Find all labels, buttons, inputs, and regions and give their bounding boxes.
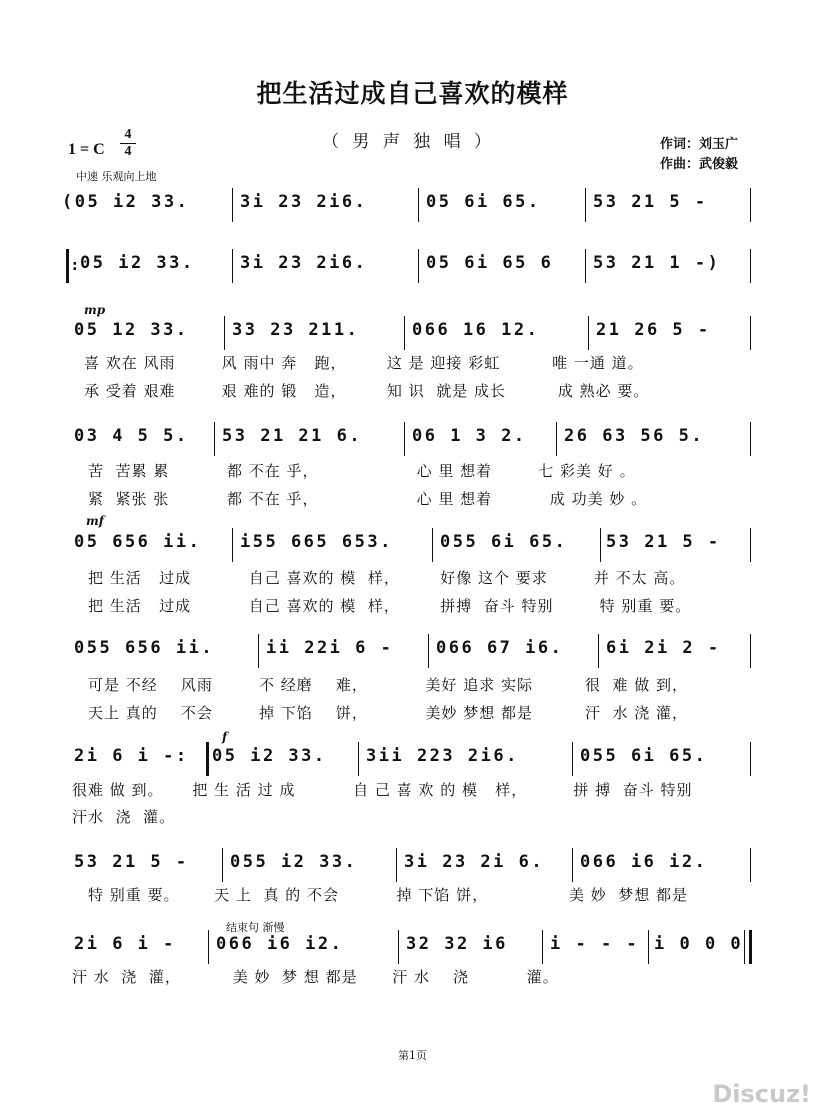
barline: [585, 188, 586, 222]
lyric-line-verse-1: 汗 水 浇 灌， 美 妙 梦 想 都是 汗 水 浇 灌。: [72, 968, 559, 986]
measure-2: i55 665 653.: [240, 532, 393, 552]
barline: [750, 528, 751, 562]
barline: [572, 742, 573, 776]
score-system-1: [0, 188, 825, 222]
measure-3: 3i 23 2i 6.: [404, 852, 545, 872]
measure-2: 3i 23 2i6.: [240, 253, 368, 273]
barline: [598, 634, 599, 668]
measure-4: 26 63 56 5.: [564, 426, 705, 446]
barline: [222, 848, 223, 882]
measure-1: 03 4 5 5.: [74, 426, 189, 446]
measure-1: 53 21 5 -: [74, 852, 189, 872]
barline: [750, 848, 751, 882]
measure-3: 055 6i 65.: [440, 532, 568, 552]
final-barline-thin: [744, 930, 745, 964]
measure-3: 066 16 12.: [412, 320, 540, 340]
measure-3: 05 6i 65 6: [426, 253, 554, 273]
barline: [232, 188, 233, 222]
score-system-8: [0, 848, 825, 882]
barline: [648, 930, 649, 964]
lyric-line-verse-1: 特 别重 要。 天 上 真 的 不会 掉 下馅 饼， 美 妙 梦想 都是: [88, 886, 689, 904]
lyric-line-verse-1: 很难 做 到。 把 生 活 过 成 自 己 喜 欢 的 模 样， 拼 搏 奋斗 特别: [72, 781, 693, 799]
barline: [428, 634, 429, 668]
barline: [224, 316, 225, 350]
measure-4: 53 21 5 -: [606, 532, 721, 552]
time-signature-top: 4: [124, 127, 132, 142]
barline: [750, 742, 751, 776]
dynamic-mp: mp: [84, 303, 106, 317]
barline: [258, 634, 259, 668]
repeat-dots: :: [72, 258, 78, 274]
barline: [750, 316, 751, 350]
measure-3: 05 6i 65.: [426, 192, 541, 212]
key-signature: 1 = C: [68, 141, 105, 158]
score-system-4: [0, 422, 825, 456]
lyric-line-verse-2: 紧 紧张 张 都 不在 乎， 心 里 想着 成 功美 妙 。: [88, 490, 648, 508]
barline: [404, 316, 405, 350]
barline: [556, 422, 557, 456]
score-system-2: [0, 249, 825, 283]
barline: [572, 848, 573, 882]
lyricist-credit: 作词：刘玉广: [660, 137, 739, 152]
measure-2: 066 i6 i2.: [216, 934, 344, 954]
time-signature: [120, 128, 136, 159]
barline: [600, 528, 601, 562]
measure-5: i 0 0 0: [654, 934, 744, 954]
barline: [396, 848, 397, 882]
song-title: 把生活过成自己喜欢的模样: [256, 79, 569, 108]
measure-3: 066 67 i6.: [436, 638, 564, 658]
lyric-line-verse-2: 承 受着 艰难 艰 难的 锻 造， 知 识 就是 成长 成 熟必 要。: [84, 382, 650, 400]
measure-4: 055 6i 65.: [580, 746, 708, 766]
barline: [750, 422, 751, 456]
measure-3: 06 1 3 2.: [412, 426, 527, 446]
measure-2: 33 23 211.: [232, 320, 360, 340]
measure-4: 066 i6 i2.: [580, 852, 708, 872]
dynamic-f: f: [222, 730, 228, 744]
measure-1: 05 656 ii.: [74, 532, 202, 552]
barline: [232, 249, 233, 283]
measure-3: 32 32 i6: [406, 934, 508, 954]
barline: [208, 930, 209, 964]
tempo-marking: 中速 乐观向上地: [76, 170, 157, 183]
measure-1: 055 656 ii.: [74, 638, 215, 658]
measure-2: 05 i2 33.: [212, 746, 327, 766]
measure-1: 05 12 33.: [74, 320, 189, 340]
measure-4: 53 21 1 -): [593, 253, 721, 273]
barline: [432, 528, 433, 562]
barline: [358, 742, 359, 776]
score-system-6: [0, 634, 825, 668]
measure-1: 2i 6 i -:: [74, 746, 189, 766]
lyric-line-verse-2: 把 生活 过成 自己 喜欢的 模 样， 拼搏 奋斗 特别 特 别重 要。: [88, 597, 692, 615]
repeat-end-barline: [206, 742, 209, 776]
measure-2: 3i 23 2i6.: [240, 192, 368, 212]
watermark-logo: Discuz!: [712, 1080, 811, 1108]
barline: [214, 422, 215, 456]
barline: [588, 316, 589, 350]
score-system-5: [0, 528, 825, 562]
measure-4: i - - -: [550, 934, 640, 954]
barline: [418, 188, 419, 222]
measure-2: ii 22i 6 -: [266, 638, 394, 658]
barline: [750, 188, 751, 222]
time-signature-bottom: 4: [124, 144, 132, 159]
score-system-3: [0, 316, 825, 350]
lyric-line-verse-1: 喜 欢在 风雨 风 雨中 奔 跑， 这 是 迎接 彩虹 唯 一通 道。: [84, 354, 644, 372]
barline: [418, 249, 419, 283]
measure-1: (05 i2 33.: [62, 192, 190, 212]
measure-1: 2i 6 i -: [74, 934, 176, 954]
barline: [398, 930, 399, 964]
final-barline-thick: [749, 930, 752, 964]
ending-marking: 结束句 渐慢: [226, 921, 285, 934]
song-subtitle: （ 男 声 独 唱 ）: [322, 132, 496, 152]
lyric-line-verse-2: 汗水 浇 灌。: [72, 808, 176, 826]
repeat-start-barline: [66, 249, 69, 283]
barline: [542, 930, 543, 964]
composer-credit: 作曲：武俊毅: [660, 157, 739, 172]
barline: [404, 422, 405, 456]
barline: [585, 249, 586, 283]
measure-4: 21 26 5 -: [596, 320, 711, 340]
score-system-9: [0, 930, 825, 964]
page-number: 第1页: [398, 1049, 427, 1062]
measure-2: 53 21 21 6.: [222, 426, 363, 446]
measure-2: 055 i2 33.: [230, 852, 358, 872]
lyric-line-verse-1: 苦 苦累 累 都 不在 乎， 心 里 想着 七 彩美 好 。: [88, 462, 636, 480]
barline: [750, 249, 751, 283]
dynamic-mf: mf: [86, 514, 104, 528]
measure-4: 53 21 5 -: [593, 192, 708, 212]
measure-1: 05 i2 33.: [80, 253, 195, 273]
lyric-line-verse-2: 天上 真的 不会 掉 下馅 饼， 美妙 梦想 都是 汗 水 浇 灌，: [88, 704, 689, 722]
barline: [750, 634, 751, 668]
barline: [232, 528, 233, 562]
measure-3: 3ii 223 2i6.: [366, 746, 519, 766]
score-system-7: [0, 742, 825, 776]
lyric-line-verse-1: 把 生活 过成 自己 喜欢的 模 样， 好像 这个 要求 并 不太 高。: [88, 569, 686, 587]
measure-4: 6i 2i 2 -: [606, 638, 721, 658]
lyric-line-verse-1: 可是 不经 风雨 不 经磨 难， 美好 追求 实际 很 难 做 到，: [88, 676, 689, 694]
